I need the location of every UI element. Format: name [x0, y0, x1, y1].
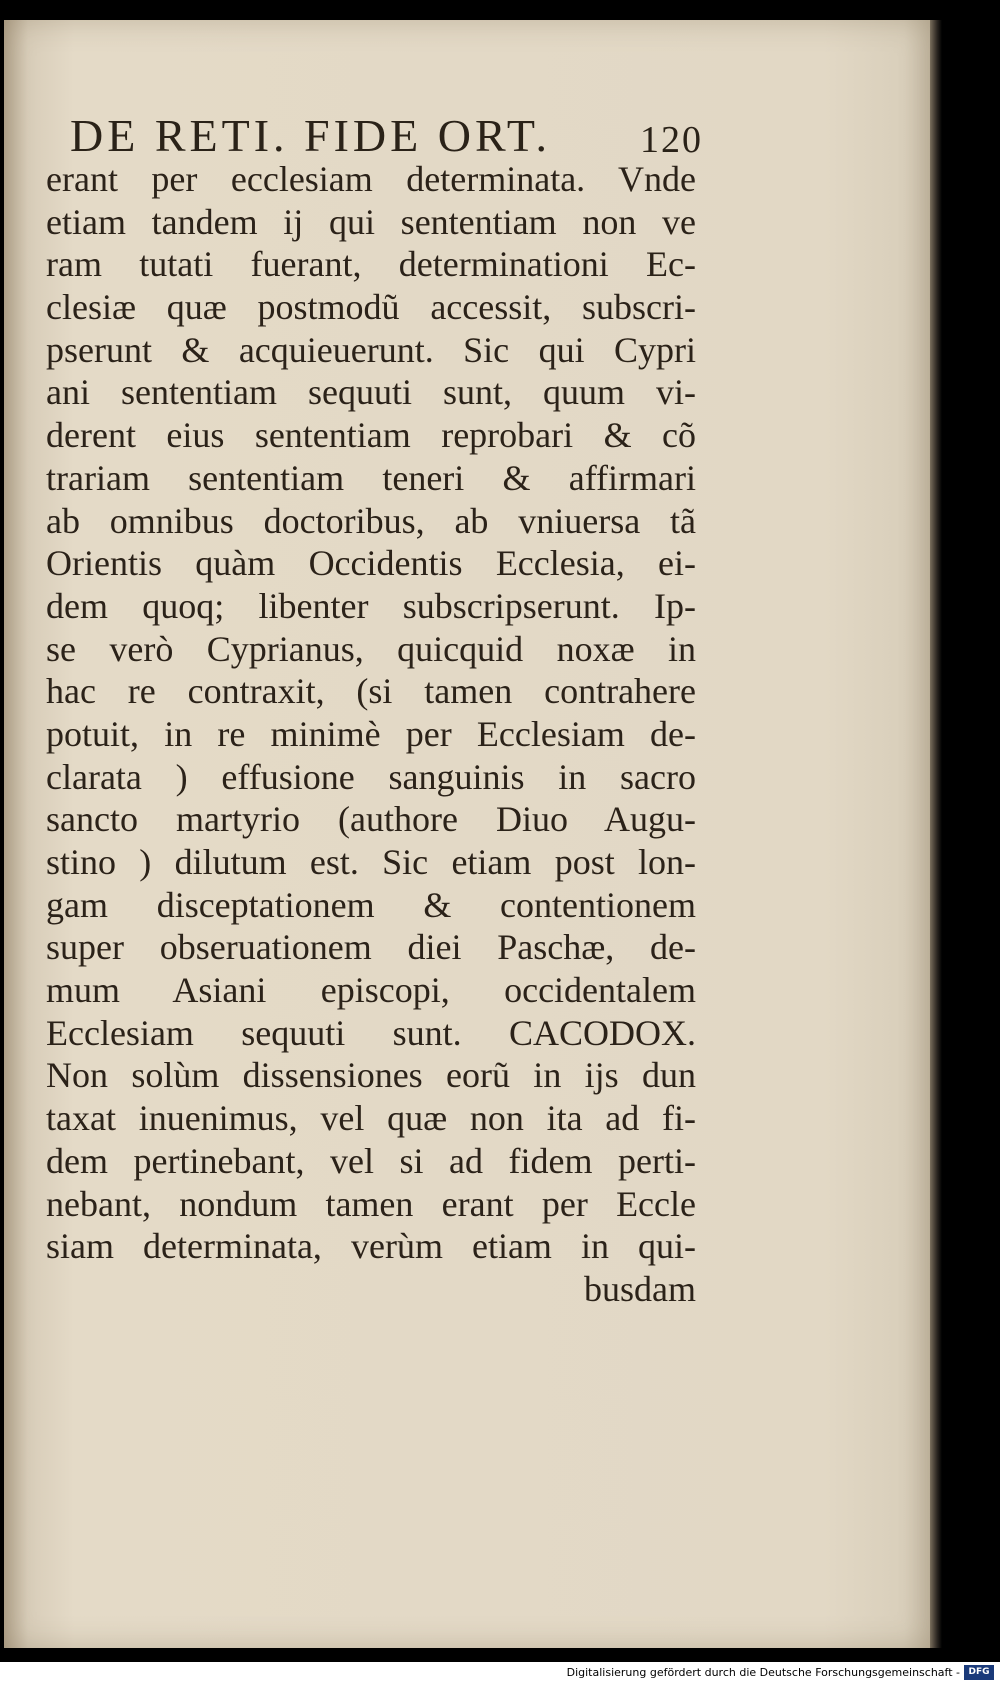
text-line: hac re contraxit, (si tamen contrahere [46, 671, 696, 712]
text-line: pserunt & acquieuerunt. Sic qui Cypri [46, 329, 696, 370]
footer-bar [0, 1663, 1000, 1683]
page-edge-shadow [930, 20, 942, 1648]
text-line: dem quoq; libenter subscripserunt. Ip- [46, 585, 696, 626]
text-line: ab omnibus doctoribus, ab vniuersa tã [46, 500, 696, 541]
running-header: DE RETI. FIDE ORT. [70, 110, 552, 161]
text-line: potuit, in re minimè per Ecclesiam de- [46, 713, 696, 754]
text-line: sancto martyrio (authore Diuo Augu- [46, 799, 696, 840]
text-line: derent eius sententiam reprobari & cõ [46, 415, 696, 456]
text-line: nebant, nondum tamen erant per Eccle [46, 1183, 696, 1224]
text-line: trariam sententiam teneri & affirmari [46, 457, 696, 498]
text-line: clesiæ quæ postmodũ accessit, subscri- [46, 287, 696, 328]
text-line: erant per ecclesiam determinata. Vnde [46, 159, 696, 199]
text-line: mum Asiani episcopi, occidentalem [46, 970, 696, 1011]
text-line: siam determinata, verùm etiam in qui- [46, 1226, 696, 1267]
text-line: gam disceptationem & contentionem [46, 884, 696, 925]
text-line: clarata ) effusione sanguinis in sacro [46, 756, 696, 797]
text-line: ram tutati fuerant, determinationi Ec- [46, 244, 696, 285]
body-text [46, 158, 696, 1311]
text-line: Ecclesiam sequuti sunt. CACODOX. [46, 1012, 696, 1053]
text-line: etiam tandem ij qui sententiam non ve [46, 201, 696, 242]
text-line: Non solùm dissensiones eorũ in ijs dun [46, 1055, 696, 1096]
page-number: 120 [640, 119, 703, 161]
text-line: taxat inuenimus, vel quæ non ita ad fi- [46, 1098, 696, 1139]
dfg-logo: DFG [964, 1665, 994, 1680]
text-line: dem pertinebant, vel si ad fidem perti- [46, 1140, 696, 1181]
text-line: Orientis quàm Occidentis Ecclesia, ei- [46, 543, 696, 584]
text-line: se verò Cyprianus, quicquid noxæ in [46, 628, 696, 669]
text-line: super obseruationem diei Paschæ, de- [46, 927, 696, 968]
text-line: stino ) dilutum est. Sic etiam post lon- [46, 842, 696, 882]
catchword: busdam [584, 1268, 696, 1309]
funding-credit: Digitalisierung gefördert durch die Deutsche Forschungsgemeinschaft - [566, 1666, 960, 1679]
text-line: ani sententiam sequuti sunt, quum vi- [46, 372, 696, 413]
